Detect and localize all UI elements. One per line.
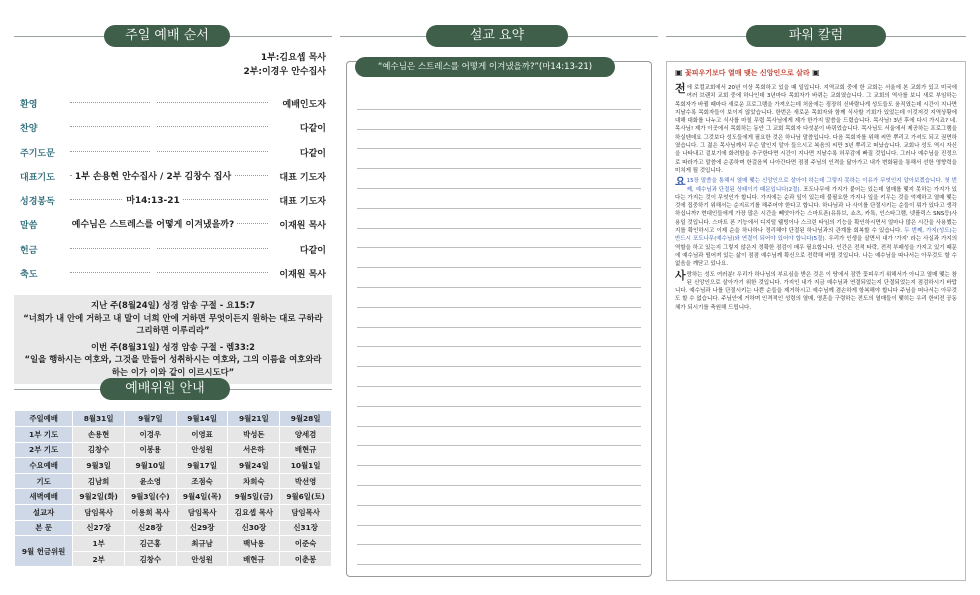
note-line — [357, 110, 641, 130]
last-verse-heading: 지난 주(8월24일) 성경 암송 구절 - 요15:7 — [90, 300, 256, 311]
order-label: 말씀 — [20, 221, 38, 232]
table-cell: 9월2일(화) — [73, 489, 125, 505]
table-cell: 신31장 — [280, 520, 332, 536]
table-cell: 본 문 — [15, 520, 73, 536]
servers-table — [14, 410, 332, 567]
order-leader: 대표 기도자 — [279, 197, 326, 208]
table-cell: 담임목사 — [280, 504, 332, 520]
ministers — [14, 51, 332, 79]
essay-paragraph-1 — [675, 84, 957, 175]
table-row — [15, 411, 332, 427]
note-line — [357, 268, 641, 288]
order-leader: 다같이 — [299, 124, 326, 135]
table-cell: 조점숙 — [176, 473, 228, 489]
table-cell: 안성원 — [176, 442, 228, 458]
table-cell: 이준숙 — [280, 536, 332, 552]
note-line — [357, 308, 641, 328]
order-row — [14, 140, 332, 164]
table-row — [15, 536, 332, 552]
table-cell: 담임목사 — [176, 504, 228, 520]
order-detail — [14, 242, 292, 252]
order-row — [14, 261, 332, 285]
note-line — [357, 545, 641, 565]
order-detail — [14, 266, 292, 276]
table-row — [15, 473, 332, 489]
table-cell: 최규남 — [176, 536, 228, 552]
paragraph-text: 포도나무에 가지가 붙어는 있는데 열매를 맺지 못하는 가지가 있다는 가지는 것이 무엇인가 합니다. 가지에는 순과 잎이 있는데 불필요한 가지나 잎을 키우는 것을 억제하고 열매 맺는 것에 집중하기 위해서는 순지르기를 해주어야 한다고 합니다. 하나님과 나 사이를 단절시키는 순들이 뭐가 있다고 생각하십니까? 현대인들에게 가장 많은 시간을 빼앗아가는 스마트폰(유튜브, 쇼츠, 카톡, 인스타그램, 넷플릭스 SNS등)사용일 것입니다. 스마트 폰 기능에서 디지털 웰빙이나 스크린 타임의 기능을 확인하시면서 얼마나 많은 시간을 사용했는지를 확인하시고 이제 순을 하나하나 정리해야 단절된 하나님과의 관계를 회복할 수 있습니다. — [675, 186, 957, 235]
table-cell: 9월17일 — [176, 458, 228, 474]
table-cell: 박선영 — [280, 473, 332, 489]
servers-header — [14, 378, 332, 400]
paragraph-text: 에 로컬교회에서 20년 이상 목회하고 있을 때 일입니다. 지역교회 중에 한 교회는 서울에 본 교회가 있고 미국에 여러 브랜치 교회 중에 하나인데 3년마다 목회자가 바뀌는 교회였습니다. 그 교회의 역사를 보니 새로 부임하는 목회자가 바뀔 때마다 새로운 프로그램을 가져오는데 처음에는 굉장히 신바람나게 성도들도 움직였는데 시간이 지나면 지날수록 목회자들이 보이지 않았습니다. 한번은 새로운 목회자와 함께 식사할 기회가 있었는데 이것저것 지역상황에 대해 대화를 나누고 식사를 마칠 무렵 목사님에게 제가 한가지 말씀을 드렸습니다. 목사님! 3년 후에 다시 가시죠? 네. 목사님! 제가 이곳에서 목회하는 동안 그 교회 목회자 다섯분이 바뀌었습니다. 목사님도 서울에서 제공하는 프로그램을 하실텐데요 그것보다 성도들에게 필요한 것은 하나님 말씀입니다. 다음 목회자를 위해 씨만 뿌리고 가셔도 되고 권면하였습니다. 그 젊은 목사님께서 무슨 말인지 알아 들으시고 복음의 씨만 3년 뿌리고 떠났습니다. 교회나 성도 역시 자신을 나타내고 겉보기에 화려함을 추구한다면 시간이 지나면 지날수록 허무감에 빠질 것입니다. 그러나 예수님을 진정으로 따라가고 말씀에 순종하며 한걸음씩 나아간다면 점점 주님의 인격을 닮아가고 내가 변화됨을 통해서 선한 영향력을 미치게 될 것입니다. — [675, 85, 957, 174]
order-label: 헌금 — [20, 245, 38, 256]
drop-cap: 전 — [675, 82, 686, 95]
note-line — [357, 248, 641, 268]
table-cell: 9월6일(토) — [280, 489, 332, 505]
worship-order — [14, 91, 332, 285]
drop-cap: 사 — [675, 268, 686, 282]
table-cell: 안성원 — [176, 551, 228, 567]
worship-column — [14, 0, 332, 595]
table-row — [15, 442, 332, 458]
minister-1: 1부:김요셉 목사 — [260, 53, 326, 63]
order-leader: 대표 기도자 — [279, 172, 326, 183]
table-cell: 8월31일 — [73, 411, 125, 427]
table-cell: 김창수 — [73, 442, 125, 458]
table-cell: 1부 기도 — [15, 426, 73, 442]
paragraph-text: 랑하는 성도 여러분! 우리가 하나님의 부르심을 받은 것은 이 땅에서 잠깐 꽃피우기 위해서가 아니고 열매 맺는 참된 신앙인으로 살아가기 위한 것입니다. 가지인 내가 지금 예수님과 연결되었는지 단절되었는지 점검하시기 바랍니다. 예수님과 나를 단절시키는 나쁜 순들을 제거하시고 예수님께 겸손하게 항복해야 합니다 주님을 떠나서는 아무것도 할 수 없습니다. 주님안에 거하며 인격적인 성령의 열매, 영혼을 구령하는 전도의 열매들이 맺히는 우리 한비전 공동체가 되시기를 축원해 드립니다. — [675, 271, 957, 311]
table-cell: 이영표 — [176, 426, 228, 442]
order-leader: 다같이 — [299, 245, 326, 256]
note-line — [357, 189, 641, 209]
order-label: 성경봉독 — [20, 197, 55, 208]
memory-verses — [14, 295, 332, 384]
table-cell: 손용현 — [73, 426, 125, 442]
sermon-box-title: “예수님은 스트레스를 어떻게 이겨냈을까?”(마14:13-21) — [355, 57, 615, 77]
column-title: 파워 칼럼 — [746, 25, 886, 47]
note-line — [357, 466, 641, 486]
table-cell: 담임목사 — [73, 504, 125, 520]
servers-title: 예배위원 안내 — [100, 378, 230, 400]
order-row — [14, 164, 332, 188]
essay — [666, 61, 966, 581]
essay-title-text: 꽃피우기보다 열매 맺는 신앙인으로 살라 — [685, 69, 810, 77]
sermon-title: 설교 요약 — [426, 25, 568, 47]
table-cell: 신28장 — [124, 520, 176, 536]
table-cell: 9월10일 — [124, 458, 176, 474]
table-cell: 기도 — [15, 473, 73, 489]
table-cell: 9월5일(금) — [228, 489, 280, 505]
order-leader: 이재원 목사 — [279, 221, 326, 232]
column-column — [666, 0, 966, 595]
table-cell: 신27장 — [73, 520, 125, 536]
worship-title: 주일 예배 순서 — [104, 25, 230, 47]
order-detail: 1부 손용현 안수집사 / 2부 김창수 집사 — [14, 169, 292, 182]
order-leader: 다같이 — [299, 148, 326, 159]
table-cell: 9월24일 — [228, 458, 280, 474]
table-cell: 2부 기도 — [15, 442, 73, 458]
note-line — [357, 328, 641, 348]
sermon-notes-box — [346, 61, 652, 577]
square-icon: ▣ — [812, 68, 820, 77]
order-label: 찬양 — [20, 124, 38, 135]
order-row — [14, 212, 332, 236]
table-cell: 김요셉 목사 — [228, 504, 280, 520]
table-cell: 서은하 — [228, 442, 280, 458]
order-detail — [14, 96, 292, 106]
order-label: 환영 — [20, 100, 38, 110]
note-line — [357, 387, 641, 407]
table-cell: 9월28일 — [280, 411, 332, 427]
note-line — [357, 367, 641, 387]
essay-paragraph-2 — [675, 177, 957, 268]
essay-title — [675, 68, 957, 78]
table-cell: 양세겸 — [280, 426, 332, 442]
table-cell: 박성돈 — [228, 426, 280, 442]
table-cell: 김남희 — [73, 473, 125, 489]
order-detail: 마14:13-21 — [14, 193, 292, 206]
note-line — [357, 149, 641, 169]
sermon-column — [340, 0, 658, 595]
table-cell: 이봉용 — [124, 442, 176, 458]
table-cell: 이춘봉 — [280, 551, 332, 567]
table-cell: 설교자 — [15, 504, 73, 520]
last-verse-text: “너희가 내 안에 거하고 내 말이 너희 안에 거하면 무엇이든지 원하는 대로 구하라 그리하면 이루리라” — [23, 312, 323, 336]
table-cell: 배현규 — [228, 551, 280, 567]
table-cell: 이경우 — [124, 426, 176, 442]
note-line — [357, 486, 641, 506]
table-row — [15, 504, 332, 520]
note-line — [357, 90, 641, 110]
note-line — [357, 446, 641, 466]
table-cell: 10월1일 — [280, 458, 332, 474]
table-cell: 9월21일 — [228, 411, 280, 427]
table-cell: 9월3일(수) — [124, 489, 176, 505]
table-row — [15, 458, 332, 474]
order-label: 주기도문 — [20, 148, 55, 159]
table-cell: 9월4일(목) — [176, 489, 228, 505]
table-cell: 배현규 — [280, 442, 332, 458]
note-line — [357, 229, 641, 249]
note-line — [357, 526, 641, 546]
table-row — [15, 426, 332, 442]
note-lines — [357, 90, 641, 565]
table-cell: 새벽예배 — [15, 489, 73, 505]
table-cell: 수요예배 — [15, 458, 73, 474]
table-cell: 차희숙 — [228, 473, 280, 489]
essay-paragraph-3 — [675, 268, 957, 312]
table-cell: 신29장 — [176, 520, 228, 536]
order-label: 축도 — [20, 270, 38, 281]
table-cell: 김창수 — [124, 551, 176, 567]
note-line — [357, 169, 641, 189]
table-cell: 주일예배 — [15, 411, 73, 427]
table-row — [15, 520, 332, 536]
note-line — [357, 130, 641, 150]
table-cell: 9월3일 — [73, 458, 125, 474]
order-detail: 예수님은 스트레스를 어떻게 이겨냈을까? — [14, 217, 292, 230]
order-row — [14, 188, 332, 212]
order-row — [14, 115, 332, 139]
order-label: 대표기도 — [20, 172, 55, 183]
note-line — [357, 427, 641, 447]
paragraph-text: 우리가 인생을 살면서 내가 '가지' 라는 사실과 가지의 역할을 하고 있는지 그렇지 않은지 정확한 점검이 매우 필요합니다. 인간은 전적 타락, 전적 부패성을 가지고 있기 때문에 예수님과 떨어져 있는 삶이 점점 예수님께 확신으로 전락해 버릴 것입니다. 나는 예수님을 따나서는 아무것도 할 수 없음을 깨닫고 있나요. — [675, 236, 958, 268]
note-line — [357, 288, 641, 308]
order-row — [14, 237, 332, 261]
table-cell: 9월14일 — [176, 411, 228, 427]
table-cell: 9월7일 — [124, 411, 176, 427]
table-cell: 1부 — [73, 536, 125, 552]
note-line — [357, 347, 641, 367]
paragraph-highlight: 15장 말씀을 통해서 열매 맺는 신앙인으로 살아야 하는데 그렇지 못하는 이유가 무엇인지 알아보겠습니다. 첫 번째, 예수님과 단절된 상태이기 때문입니다(2절). — [686, 178, 957, 193]
note-line — [357, 407, 641, 427]
minister-2: 2부:이경우 안수집사 — [243, 67, 326, 77]
table-cell: 백낙용 — [228, 536, 280, 552]
order-detail — [14, 145, 292, 155]
order-leader: 예배인도자 — [282, 100, 326, 110]
note-line — [357, 506, 641, 526]
table-cell: 이용희 목사 — [124, 504, 176, 520]
offering-label: 9월 헌금위원 — [15, 536, 73, 567]
table-cell: 신30장 — [228, 520, 280, 536]
table-cell: 김근홍 — [124, 536, 176, 552]
note-line — [357, 209, 641, 229]
worship-header — [14, 25, 332, 47]
order-row — [14, 91, 332, 115]
paragraph-highlight: 두 번째, 가지(성도)는 반드시 포도나무(예수님)와 연결이 되어야 있어야 합니다(5절). — [675, 228, 958, 243]
this-verse-text: “일을 행하시는 여호와, 그것을 만들어 성취하시는 여호와, 그의 이름을 여호와라 하는 이가 이와 같이 이르시도다” — [24, 354, 322, 377]
table-row — [15, 489, 332, 505]
table-cell: 윤소영 — [124, 473, 176, 489]
table-cell: 2부 — [73, 551, 125, 567]
column-header — [666, 25, 966, 47]
sermon-header — [340, 25, 658, 47]
order-leader: 이재원 목사 — [279, 270, 326, 281]
order-detail — [14, 120, 292, 130]
square-icon: ▣ — [675, 68, 683, 77]
this-verse-heading: 이번 주(8월31일) 성경 암송 구절 - 렘33:2 — [90, 341, 256, 352]
drop-cap: 요 — [675, 175, 686, 189]
